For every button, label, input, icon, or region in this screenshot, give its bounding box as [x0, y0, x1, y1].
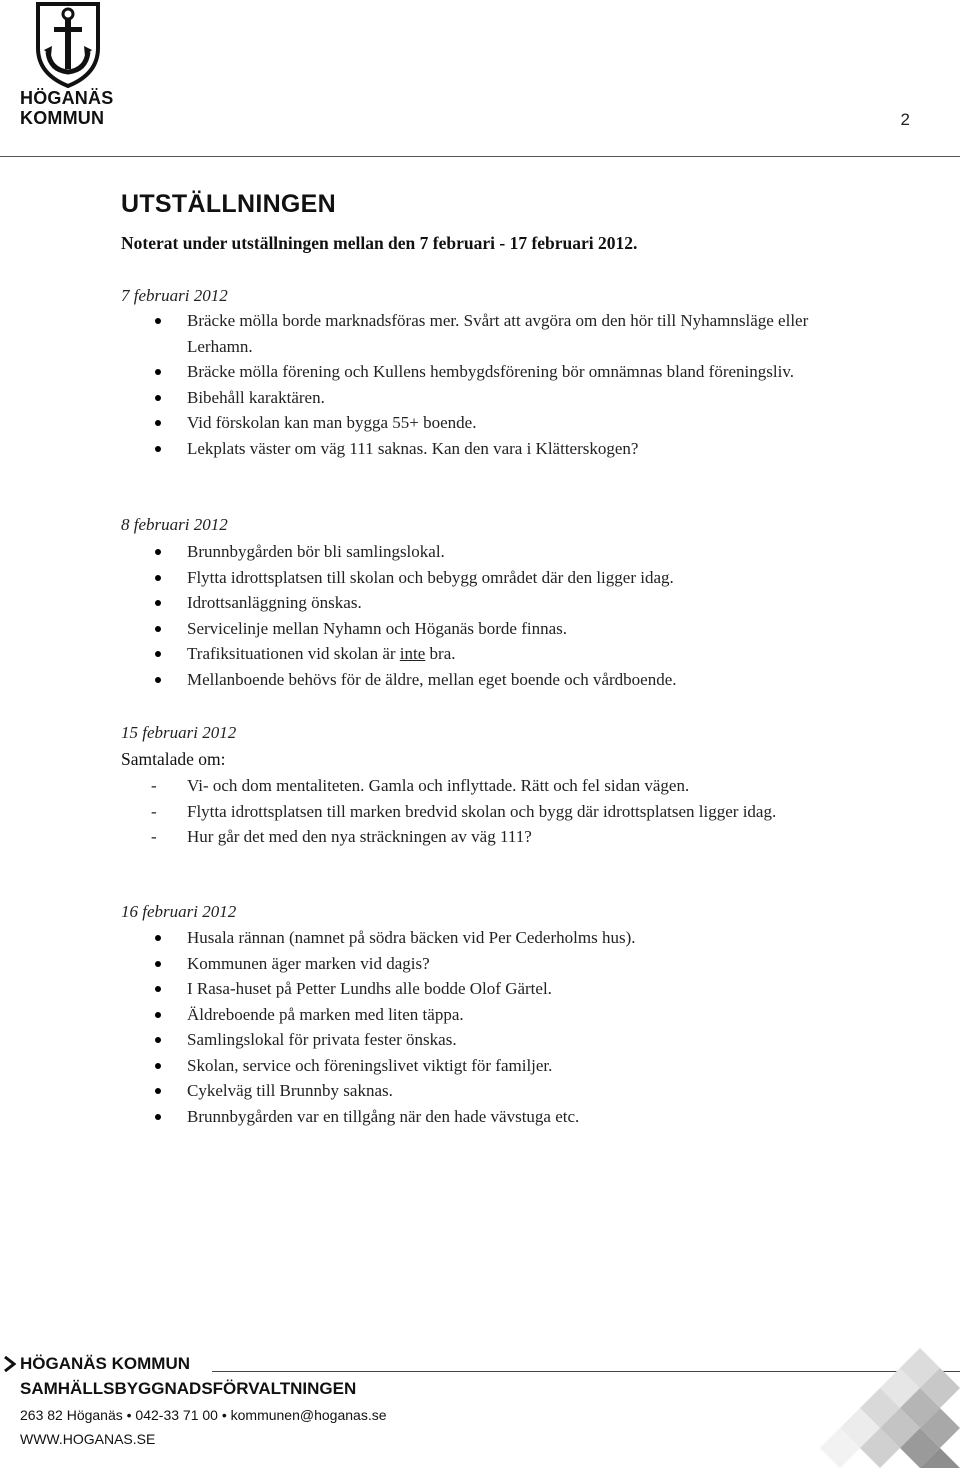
dash-item: - Flytta idrottsplatsen till marken bredvid skolan och bygg där idrottsplatsen ligger idag.: [121, 799, 841, 825]
footer-organization: HÖGANÄS KOMMUN: [20, 1354, 190, 1373]
list-item-text: bra.: [425, 644, 456, 663]
list-item: Idrottsanläggning önskas.: [121, 590, 841, 616]
note-list: [121, 308, 841, 461]
list-item: Mellanboende behövs för de äldre, mellan eget boende och vårdboende.: [121, 667, 841, 693]
footer-contact: 263 82 Höganäs • 042-33 71 00 • kommunen@hoganas.se: [20, 1407, 387, 1423]
footer-department: SAMHÄLLSBYGGNADSFÖRVALTNINGEN: [20, 1379, 357, 1398]
list-item: Husala rännan (namnet på södra bäcken vid Per Cederholms hus).: [121, 925, 841, 951]
document-title: UTSTÄLLNINGEN: [121, 190, 336, 218]
list-item: Brunnbygården bör bli samlingslokal.: [121, 539, 841, 565]
list-item: Servicelinje mellan Nyhamn och Höganäs borde finnas.: [121, 616, 841, 642]
page-footer: [0, 1340, 960, 1470]
underlined-word: inte: [399, 644, 426, 663]
list-item: Samlingslokal för privata fester önskas.: [121, 1027, 841, 1053]
list-item: [121, 641, 841, 667]
list-item: Brunnbygården var en tillgång när den hade vävstuga etc.: [121, 1104, 841, 1130]
arrow-right-icon: [4, 1356, 16, 1372]
list-item: Kommunen äger marken vid dagis?: [121, 951, 841, 977]
list-item: Vid förskolan kan man bygga 55+ boende.: [121, 410, 841, 436]
list-item: Skolan, service och föreningslivet viktigt för familjer.: [121, 1053, 841, 1079]
list-item: Flytta idrottsplatsen till skolan och bebygg området där den ligger idag.: [121, 565, 841, 591]
decorative-diamond-pattern: [820, 1348, 960, 1470]
list-item: Bibehåll karaktären.: [121, 385, 841, 411]
note-list: [121, 925, 841, 1129]
dash-item: - Hur går det med den nya sträckningen av väg 111?: [121, 824, 841, 850]
list-item: Äldreboende på marken med liten täppa.: [121, 1002, 841, 1028]
section-date: 8 februari 2012: [121, 515, 228, 534]
section-date: 16 februari 2012: [121, 902, 237, 921]
document-subtitle: Noterat under utställningen mellan den 7 februari - 17 februari 2012.: [121, 233, 638, 253]
list-item: Bräcke mölla borde marknadsföras mer. Svårt att avgöra om den hör till Nyhamnsläge eller Lerhamn.: [121, 308, 841, 359]
logo-text-line1: HÖGANÄS: [20, 88, 114, 108]
header-divider: [0, 156, 960, 157]
section-lead: Samtalade om:: [121, 749, 226, 769]
section-date: 7 februari 2012: [121, 286, 228, 305]
dash-item: - Vi- och dom mentaliteten. Gamla och inflyttade. Rätt och fel sidan vägen.: [121, 773, 841, 799]
footer-website: WWW.HOGANAS.SE: [20, 1431, 156, 1447]
list-item: Bräcke mölla förening och Kullens hembygdsförening bör omnämnas bland föreningsliv.: [121, 359, 841, 385]
dash-list: [121, 773, 841, 850]
list-item: I Rasa-huset på Petter Lundhs alle bodde Olof Gärtel.: [121, 976, 841, 1002]
list-item-text: Trafiksituationen vid skolan är: [187, 644, 400, 663]
note-list: [121, 539, 841, 692]
logo-text-line2: KOMMUN: [20, 108, 105, 128]
list-item: Cykelväg till Brunnby saknas.: [121, 1078, 841, 1104]
municipality-logo: [20, 0, 120, 130]
page-number: 2: [900, 110, 910, 129]
anchor-shield-icon: [20, 0, 116, 88]
list-item: Lekplats väster om väg 111 saknas. Kan den vara i Klätterskogen?: [121, 436, 841, 462]
section-date: 15 februari 2012: [121, 723, 237, 742]
